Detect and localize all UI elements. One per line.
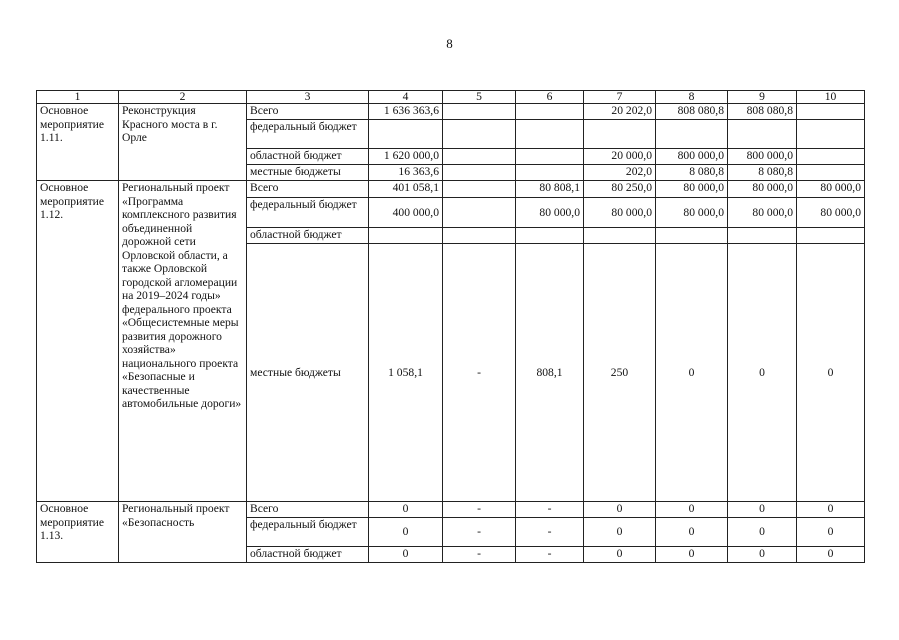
value-cell: 0 (797, 502, 865, 518)
value-cell: 1 058,1 (369, 244, 443, 502)
header-cell: 3 (247, 91, 369, 104)
value-cell: 0 (369, 518, 443, 547)
table-row (37, 181, 865, 198)
value-cell: 0 (797, 244, 865, 502)
value-cell (797, 165, 865, 181)
value-cell: 800 000,0 (728, 149, 797, 165)
value-cell (443, 120, 516, 149)
value-cell: 0 (656, 244, 728, 502)
value-cell: 800 000,0 (656, 149, 728, 165)
value-cell: - (443, 502, 516, 518)
value-cell: 0 (797, 547, 865, 563)
source-label: местные бюджеты (247, 244, 369, 502)
source-label: федеральный бюджет (247, 518, 369, 547)
value-cell (443, 181, 516, 198)
header-cell: 10 (797, 91, 865, 104)
value-cell (584, 228, 656, 244)
source-label: Всего (247, 104, 369, 120)
value-cell: 0 (656, 502, 728, 518)
value-cell (369, 228, 443, 244)
value-cell: 8 080,8 (656, 165, 728, 181)
table-row (37, 104, 865, 120)
value-cell: 80 000,0 (797, 181, 865, 198)
measure-code: Основное мероприятие 1.13. (37, 502, 119, 563)
value-cell: 250 (584, 244, 656, 502)
measure-name: Региональный проект «Программа комплексного развития объединенной дорожной сети Орловской области, а также Орловской городской агломерации на 2019–2024 годы» федерального проекта «Общесистемные меры развития дорожного хозяйства» национального проекта «Безопасные и качественные автомобильные дороги» (119, 181, 247, 502)
value-cell: 80 000,0 (656, 181, 728, 198)
value-cell: 1 636 363,6 (369, 104, 443, 120)
value-cell (516, 104, 584, 120)
value-cell: 20 202,0 (584, 104, 656, 120)
value-cell: 808,1 (516, 244, 584, 502)
value-cell: - (516, 518, 584, 547)
page-number: 8 (446, 36, 453, 51)
budget-table (36, 90, 865, 563)
measure-name: Региональный проект «Безопасность (119, 502, 247, 563)
header-cell: 1 (37, 91, 119, 104)
value-cell (728, 228, 797, 244)
value-cell: 80 250,0 (584, 181, 656, 198)
value-cell (369, 120, 443, 149)
value-cell: 0 (584, 547, 656, 563)
value-cell: 202,0 (584, 165, 656, 181)
value-cell: 20 000,0 (584, 149, 656, 165)
value-cell: 0 (728, 518, 797, 547)
value-cell (584, 120, 656, 149)
value-cell (797, 120, 865, 149)
measure-code: Основное мероприятие 1.12. (37, 181, 119, 502)
value-cell (728, 120, 797, 149)
source-label: Всего (247, 181, 369, 198)
value-cell: 0 (728, 244, 797, 502)
value-cell: - (516, 547, 584, 563)
value-cell: - (516, 502, 584, 518)
value-cell: 0 (656, 518, 728, 547)
value-cell (443, 198, 516, 228)
value-cell: 1 620 000,0 (369, 149, 443, 165)
value-cell: 400 000,0 (369, 198, 443, 228)
value-cell (656, 120, 728, 149)
value-cell: 401 058,1 (369, 181, 443, 198)
value-cell: 8 080,8 (728, 165, 797, 181)
header-cell: 4 (369, 91, 443, 104)
value-cell: 808 080,8 (656, 104, 728, 120)
value-cell: 80 000,0 (656, 198, 728, 228)
value-cell: 0 (728, 502, 797, 518)
header-row (37, 91, 865, 104)
value-cell: 0 (369, 547, 443, 563)
value-cell: 80 000,0 (516, 198, 584, 228)
value-cell: - (443, 518, 516, 547)
measure-name: Реконструкция Красного моста в г. Орле (119, 104, 247, 181)
value-cell: 0 (369, 502, 443, 518)
header-cell: 9 (728, 91, 797, 104)
source-label: Всего (247, 502, 369, 518)
value-cell: 0 (797, 518, 865, 547)
value-cell: 80 000,0 (584, 198, 656, 228)
value-cell (797, 149, 865, 165)
value-cell: - (443, 547, 516, 563)
value-cell: 0 (728, 547, 797, 563)
header-cell: 7 (584, 91, 656, 104)
value-cell (443, 228, 516, 244)
value-cell (656, 228, 728, 244)
value-cell: - (443, 244, 516, 502)
value-cell (516, 165, 584, 181)
source-label: местные бюджеты (247, 165, 369, 181)
value-cell (443, 149, 516, 165)
value-cell: 0 (656, 547, 728, 563)
value-cell: 808 080,8 (728, 104, 797, 120)
header-cell: 8 (656, 91, 728, 104)
source-label: областной бюджет (247, 547, 369, 563)
value-cell: 80 808,1 (516, 181, 584, 198)
value-cell: 16 363,6 (369, 165, 443, 181)
value-cell: 80 000,0 (728, 198, 797, 228)
source-label: областной бюджет (247, 149, 369, 165)
source-label: федеральный бюджет (247, 120, 369, 149)
source-label: областной бюджет (247, 228, 369, 244)
value-cell: 0 (584, 502, 656, 518)
value-cell: 0 (584, 518, 656, 547)
header-cell: 6 (516, 91, 584, 104)
value-cell (516, 149, 584, 165)
value-cell (797, 228, 865, 244)
value-cell (516, 120, 584, 149)
value-cell (443, 165, 516, 181)
value-cell: 80 000,0 (728, 181, 797, 198)
header-cell: 5 (443, 91, 516, 104)
value-cell (516, 228, 584, 244)
table-row (37, 502, 865, 518)
value-cell (443, 104, 516, 120)
header-cell: 2 (119, 91, 247, 104)
value-cell (797, 104, 865, 120)
source-label: федеральный бюджет (247, 198, 369, 228)
value-cell: 80 000,0 (797, 198, 865, 228)
measure-code: Основное мероприятие 1.11. (37, 104, 119, 181)
